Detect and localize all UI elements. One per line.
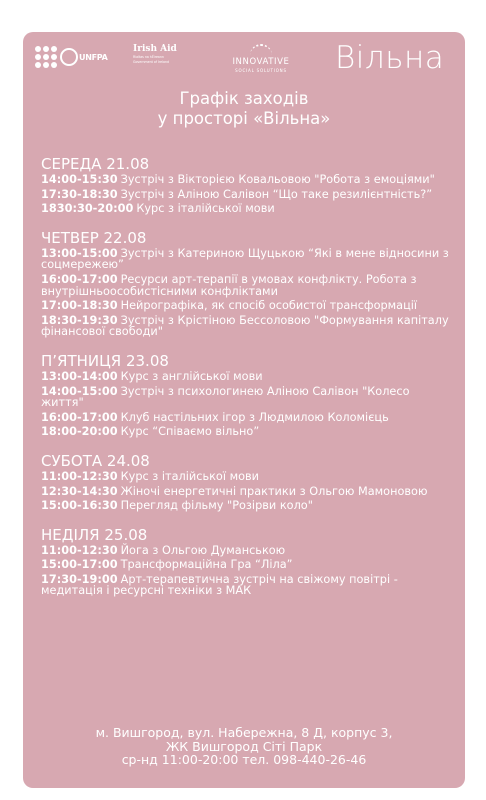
schedule-card xyxy=(23,32,465,788)
event-time: 11:00-12:30 xyxy=(41,469,118,483)
event-text: Трансформаційна Гра “Ліла” xyxy=(120,558,293,572)
day-title: СУБОТА 24.08 xyxy=(41,451,150,470)
event-item xyxy=(41,274,453,297)
day-title: СЕРЕДА 21.08 xyxy=(41,155,150,173)
event-time: 17:30-18:30 xyxy=(41,187,118,201)
event-time: 15:00-16:30 xyxy=(41,499,118,513)
event-time: 13:00-15:00 xyxy=(41,246,118,260)
event-text: Арт-терапевтична зустріч на свіжому повітрі - медитація і ресурсні техніки з МАК xyxy=(41,572,398,598)
event-text: Клуб настільних ігор з Людмилою Коломієць xyxy=(120,410,389,424)
event-time: 11:00-12:30 xyxy=(41,543,118,557)
event-item xyxy=(41,545,453,557)
event-text: Зустріч з психологинею Аліною Салівон "Колесо життя" xyxy=(41,384,410,410)
day-title: НЕДІЛЯ 25.08 xyxy=(41,525,148,544)
day-title: ЧЕТВЕР 22.08 xyxy=(41,228,147,247)
footer-line-3: ср-нд 11:00-20:00 тел. 098-440-26-46 xyxy=(121,752,367,767)
day-section xyxy=(41,352,453,438)
event-item xyxy=(41,500,453,512)
event-time: 13:00-14:00 xyxy=(41,369,118,383)
innovative-logo xyxy=(223,44,299,73)
irish-aid-sub-2: Government of Ireland xyxy=(133,60,170,64)
event-text: Йога з Ольгою Думанською xyxy=(120,543,286,557)
day-title: П’ЯТНИЦЯ 23.08 xyxy=(41,351,169,370)
innovative-logo-subtext: SOCIAL SOLUTIONS xyxy=(235,68,287,73)
innovative-arc-icon xyxy=(250,44,272,56)
brand-logo: Вільна xyxy=(335,40,445,76)
event-time: 17:00-18:30 xyxy=(41,299,118,313)
event-item xyxy=(41,203,453,215)
footer-line-2: ЖК Вишгород Сіті Парк xyxy=(165,738,323,754)
event-text: Курс “Співаємо вільно” xyxy=(120,425,260,439)
event-text: Курс з англійської мови xyxy=(120,369,263,383)
event-item xyxy=(41,371,453,383)
irish-aid-logo xyxy=(133,44,195,64)
event-time: 16:00-17:00 xyxy=(41,410,118,424)
page-title xyxy=(23,89,465,129)
irish-aid-logo-text: Irish Aid xyxy=(133,44,177,54)
event-item xyxy=(41,174,453,186)
event-time: 12:30-14:30 xyxy=(41,484,118,498)
event-text: Зустріч з Крістіною Бессоловою "Формування капіталу фінансової свободи" xyxy=(41,313,449,339)
event-text: Нейрографіка, як спосіб особистої трансформації xyxy=(120,299,418,313)
event-text: Зустріч з Вікторією Ковальовою "Робота з емоціями" xyxy=(120,173,435,186)
title-line-2: у просторі «Вільна» xyxy=(157,109,331,128)
event-item xyxy=(41,412,453,424)
event-time: 16:00-17:00 xyxy=(41,272,118,286)
event-item xyxy=(41,300,453,312)
unfpa-dots-icon xyxy=(35,46,57,68)
title-line-1: Графік заходів xyxy=(179,89,309,108)
event-text: Перегляд фільму "Розірви коло" xyxy=(120,499,313,513)
event-time: 14:00-15:00 xyxy=(41,384,118,398)
event-item xyxy=(41,189,453,201)
day-section xyxy=(41,452,453,512)
event-text: Курс з італійської мови xyxy=(120,469,259,483)
event-time: 18:30-19:30 xyxy=(41,313,118,327)
event-item xyxy=(41,426,453,438)
event-text: Зустріч з Катериною Щуцькою “Які в мене відносини з соцмережею” xyxy=(41,246,449,272)
event-item xyxy=(41,486,453,498)
event-item xyxy=(41,386,453,409)
event-item xyxy=(41,559,453,571)
event-item xyxy=(41,315,453,338)
schedule-list xyxy=(41,155,453,611)
day-section xyxy=(41,155,453,215)
un-emblem-icon xyxy=(60,48,78,66)
event-text: Жіночі енергетичні практики з Ольгою Мамоновою xyxy=(120,484,428,498)
event-item xyxy=(41,574,453,597)
event-text: Зустріч з Аліною Салівон “Що таке резилієнтність?” xyxy=(120,187,433,201)
event-time: 17:30-19:00 xyxy=(41,572,118,586)
footer-line-1: м. Вишгород, вул. Набережна, 8 Д, корпус 3, xyxy=(95,725,393,740)
unfpa-logo-text: UNFPA xyxy=(79,52,108,62)
footer-address xyxy=(23,726,465,767)
irish-aid-sub-1: Rialtas na hÉireann xyxy=(133,55,164,59)
event-text: Ресурси арт-терапії в умовах конфлікту. Робота з внутрішньоособистісними конфліктами xyxy=(41,272,417,298)
event-item xyxy=(41,248,453,271)
unfpa-logo xyxy=(35,46,107,68)
event-text: Курс з італійської мови xyxy=(136,202,275,216)
event-time: 14:00-15:30 xyxy=(41,173,118,186)
partner-logos xyxy=(23,32,465,92)
event-time: 15:00-17:00 xyxy=(41,558,118,572)
day-section xyxy=(41,229,453,338)
event-item xyxy=(41,471,453,483)
day-section xyxy=(41,526,453,597)
innovative-logo-text: INNOVATIVE xyxy=(232,57,290,67)
event-time: 18:00-20:00 xyxy=(41,425,118,439)
event-time: 1830:30-20:00 xyxy=(41,202,134,216)
